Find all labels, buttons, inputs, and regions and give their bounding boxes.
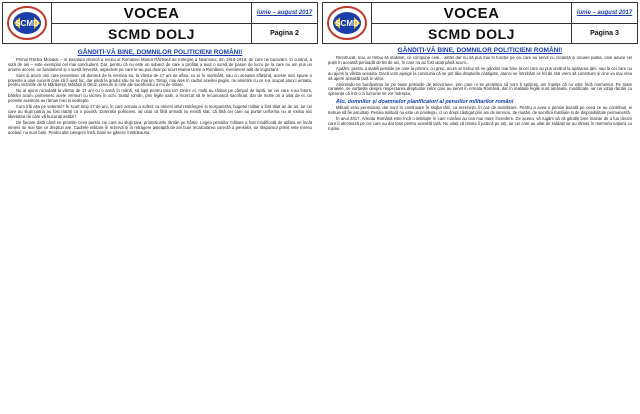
paper-name: VOCEA [372, 2, 572, 23]
article-title: GÂNDIȚI-VĂ BINE, DOMNILOR POLITICIENI ROMÂNI! [77, 49, 243, 56]
logo-cell [322, 2, 372, 44]
article-body [8, 58, 312, 410]
page-header [2, 2, 318, 44]
paper-subtitle: SCMD DOLJ [52, 23, 252, 44]
paragraph: În anul 2017, Armata Română este încă o instituție în care românii au cea mai mare încredere. De aceea, vă rugăm să vă gândiți bine înainte de a lua decizii care îi afectează pe cei care au dat totul pentru această țară. Nu uitați că istoria îi judecă pe toți, iar cei care au uitat de soldații lor au rămas în memoria națiunii cu rușine. [328, 116, 632, 131]
title-cell [372, 2, 638, 44]
logo-text: SCMD [335, 19, 359, 28]
paragraph: Cum trăi așa pe veterani? În scurt timp 27 de ani, în care armata a suferit ca nimeni altul restrângeri și reorganizări, bugetul militar a fost tăiat an de an, iar cei care au slujit patria au fost tratați ca o povară. Domnilor politicieni, ați uitat că fără armată nu există stat, că fără cei care au purtat uniforma nu ar exista nici libertatea de care vă bucurați astăzi? [8, 104, 312, 119]
section-subheading: Alo, domnilor și doamnelor planificatori al pensiilor militarilor români [336, 99, 514, 106]
page-right [320, 0, 640, 414]
paragraph: De fiecare dată când se promite ceva pentru cei care au slujit țara, promisiunile rămân pe hârtie. Legea pensiilor militare a fost modificată de atâtea ori încât nimeni nu mai știe ce drepturi are. Cadrele militare în rezervă și în retragere așteaptă de ani buni recalcularea corectă a pensiilor, iar răspunsul primit este mereu același: nu sunt bani. Pentru alte categorii însă, banii se găsesc întotdeauna. [8, 119, 312, 135]
page-number: Pagina 3 [572, 23, 638, 44]
paragraph: Reîntrucât, mai, ar trebui să stabilim, ce compune cele... astfel dar nu să pus mai în funcție pe cei care au servit cu credință și onoare patria, care aduce cel puțin în această perioadă de 50 de ani, în care nu au fost uitați până acum... [328, 56, 632, 65]
issue-date: iunie – august 2017 [572, 2, 638, 23]
paragraph: Nu ai ajuns niciodată la vârsta de 17 ani cu o armă în mână, să lupți pentru țara ta? Dintre ei, mulți au rămas pe câmpul de luptă, iar cei care s-au întors, bătrâni acum, pomenesc acele vremuri cu lacrimi în ochi. Statul român, prin legile sale, a încercat să le recunoască sacrificiul, dar de multe ori a uitat de ei, iar pensiile acestora au rămas mici și nedrepte. [8, 88, 312, 104]
paragraph: Amintindu-ne bunăvoința lor pe toate posturile de televiziune, prin care ni se promitea că vom fi sprijiniți, am înțeles că nu este încă momentul. Pe toate canalele, se vorbește despre respectarea drepturilor celor care au servit în Armata Română, dar în realitate legile sunt amânate, modificate, iar cei vizați rămân cu speranța că într-o zi lucrurile se vor îndrepta. [328, 81, 632, 97]
paper-name: VOCEA [52, 2, 252, 23]
article-title: GÂNDIȚI-VĂ BINE, DOMNILOR POLITICIENI ROMÂNI! [397, 47, 563, 54]
paper-subtitle: SCMD DOLJ [372, 23, 572, 44]
issue-date: iunie – august 2017 [252, 2, 318, 23]
logo-cell [2, 2, 52, 44]
page-header [322, 2, 638, 44]
page-number: Pagina 2 [252, 23, 318, 44]
paragraph: Ajutăm, pentru a stabili pensiile pe care la primim, cu greu, acum ar trebui să ne gândim mai bine la cei care au pus umărul la apărarea țării, sau la cei care nu au ajuns la vârsta aceasta. Dacă vom ajunge la concluzia că se pot tăia drepturile câștigate, atunci ne întrebăm ce fel de stat vrem să construim și cine va mai vrea să apere această țară în viitor. [328, 65, 632, 81]
scmd-logo-icon [326, 5, 368, 41]
paragraph: Militarii erau pensionați, dar sunt în continuare în slujba țării, ca rezerviști, în caz de mobilizare. Pentru a avea o pensie bazată pe ceea ce au contribuit, ei trebuie să fie ascultați. Pensia militară nu este un privilegiu, ci un drept câștigat prin ani de serviciu, de mutări, de sacrificii familiale și de disponibilitate permanentă. [328, 105, 632, 115]
paragraph: Primul Război Mondial – în literatura istorică a evului al României Marea Războiul de Întregire a Neamului, din 1916-1918, de care ne bucurăm. În curând, a sută de ani – este exemplul cel mai concludent. Dar, pentru că nu este un subiect de care a profitat a avut o sumă de pasuri de lucru pe la care nu am pus un anume accent, un fundament și o sursă ferventă, aspectele pe care le-au pus doar pe scurt Marea Unire a României, eveniment atât de important. [8, 58, 312, 72]
article-body [328, 56, 632, 410]
scmd-logo-icon [6, 5, 48, 41]
logo-text: SCMD [15, 19, 39, 28]
paragraph: Sunt și acum unii care povestesc că domnul de la vremea sa, la vârsta de 17 ani se aflau, cu ei în mormânt, sau cu aceasta sfârșind, aceste mici spune o poveste a unei cuceriri care să fi avut loc, dar până la gradul său nu se mai țin. Totuși, mai ales în cadrul acestei pagini, ne amintim cu ce s-a ocupat atunci armata, pentru victoriile de la Mărășești, Mărăști și Oituz, precum și cele ale sacrificiului a mii de ostași. [8, 72, 312, 88]
title-cell [52, 2, 318, 44]
